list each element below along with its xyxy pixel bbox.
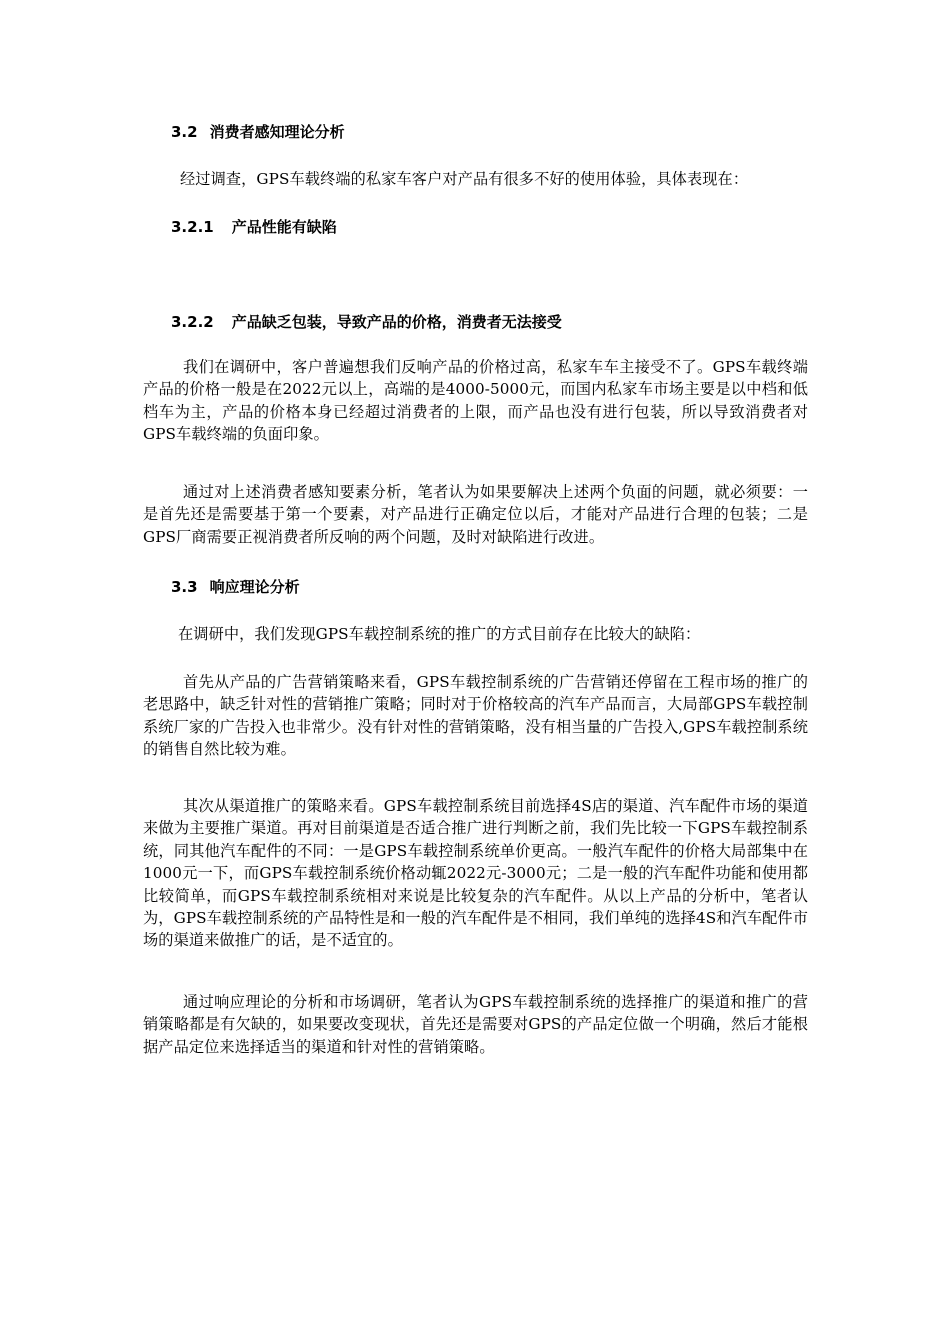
section-title: 产品性能有缺陷 xyxy=(231,218,337,236)
paragraph-intro: 经过调查，GPS车载终端的私家车客户对产品有很多不好的使用体验，具体表现在： xyxy=(180,170,749,188)
section-title: 消费者感知理论分析 xyxy=(209,123,345,141)
section-title: 产品缺乏包装，导致产品的价格，消费者无法接受 xyxy=(231,313,562,331)
paragraph-conclusion: 通过响应理论的分析和市场调研，笔者认为GPS车载控制系统的选择推广的渠道和推广的营销策略都是有欠缺的，如果要改变现状，首先还是需要对GPS的产品定位做一个明确，然后才能根据产品定位来选择适当的渠道和针对性的营销策略。 xyxy=(143,993,808,1056)
section-title: 响应理论分析 xyxy=(209,578,300,596)
paragraph-survey: 在调研中，我们发现GPS车载控制系统的推广的方式目前存在比较大的缺陷： xyxy=(178,625,701,643)
paragraph-channels: 其次从渠道推广的策略来看。GPS车载控制系统目前选择4S店的渠道、汽车配件市场的渠道来做为主要推广渠道。再对目前渠道是否适合推广进行判断之前，我们先比较一下GPS车载控制系统，同其他汽车配件的不同：一是GPS车载控制系统单价更高。一般汽车配件的价格大局部集中在1000元一下，而GPS车载控制系统价格动辄2022元-3000元；二是一般的汽车配件功能和使用都比较简单，而GPS车载控制系统相对来说是比较复杂的汽车配件。从以上产品的分析中，笔者认为，GPS车载控制系统的产品特性是和一般的汽车配件是不相同，我们单纯的选择4S和汽车配件市场的渠道来做推广的话，是不适宜的。 xyxy=(143,797,808,950)
paragraph-analysis: 通过对上述消费者感知要素分析，笔者认为如果要解决上述两个负面的问题，就必须要：一是首先还是需要基于第一个要素，对产品进行正确定位以后，才能对产品进行合理的包装；二是GPS厂商需要正视消费者所反响的两个问题，及时对缺陷进行改进。 xyxy=(143,483,808,546)
section-heading-3-3 xyxy=(171,577,300,597)
section-number: 3.2.1 xyxy=(171,218,214,236)
section-heading-3-2-2 xyxy=(171,312,562,332)
paragraph-advertising: 首先从产品的广告营销策略来看，GPS车载控制系统的广告营销还停留在工程市场的推广的老思路中，缺乏针对性的营销推广策略；同时对于价格较高的汽车产品而言，大局部GPS车载控制系统厂家的广告投入也非常少。没有针对性的营销策略，没有相当量的广告投入,GPS车载控制系统的销售自然比较为难。 xyxy=(143,673,808,759)
section-number: 3.3 xyxy=(171,578,198,596)
section-number: 3.2 xyxy=(171,123,198,141)
section-heading-3-2-1 xyxy=(171,217,337,237)
section-heading-3-2 xyxy=(171,122,345,142)
section-number: 3.2.2 xyxy=(171,313,214,331)
paragraph-price: 我们在调研中，客户普遍想我们反响产品的价格过高，私家车车主接受不了。GPS车载终端产品的价格一般是在2022元以上，高端的是4000-5000元，而国内私家车市场主要是以中档和低档车为主，产品的价格本身已经超过消费者的上限，而产品也没有进行包装，所以导致消费者对GPS车载终端的负面印象。 xyxy=(143,358,808,444)
